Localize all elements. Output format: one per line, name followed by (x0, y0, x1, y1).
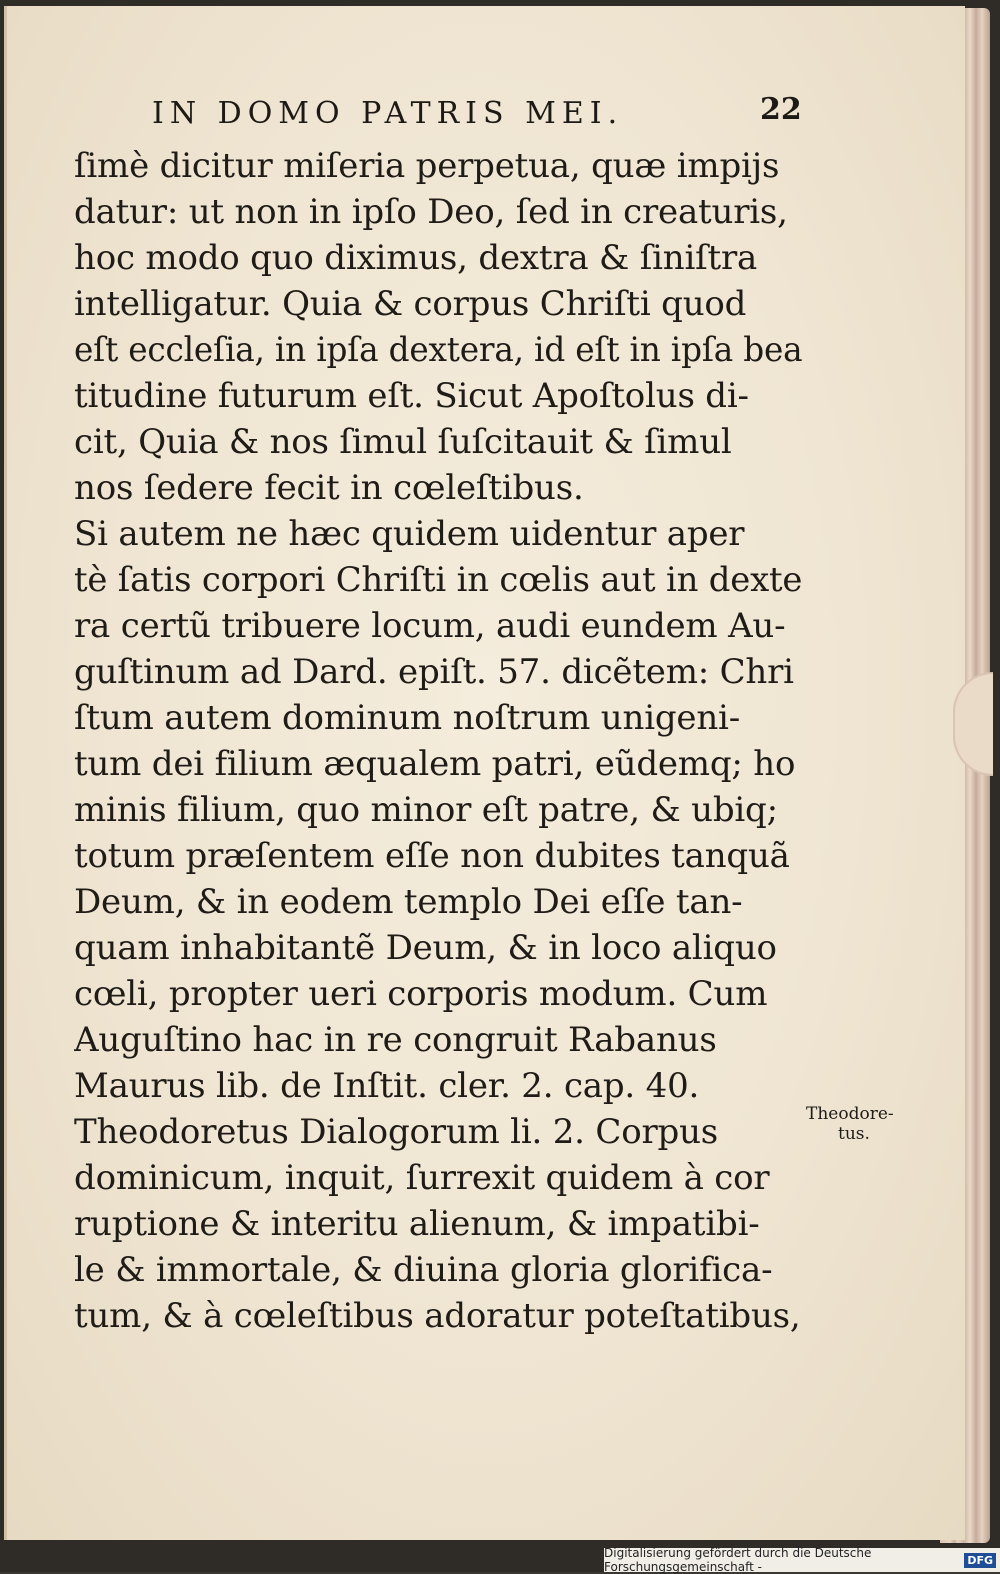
text-line: quam inhabitantẽ Deum, & in loco aliquo (74, 928, 777, 968)
dfg-logo-icon: DFG (964, 1553, 996, 1568)
text-line: tum, & à cœleſtibus adoratur poteſtatibus, (74, 1296, 801, 1336)
margin-note-line-1: Theodore- (806, 1104, 894, 1124)
text-line: minis filium, quo minor eſt patre, & ubiq; (74, 790, 778, 830)
page-number: 22 (760, 92, 802, 127)
text-line: datur: ut non in ipſo Deo, ſed in creaturis, (74, 192, 788, 232)
text-line: Auguſtino hac in re congruit Rabanus (74, 1020, 717, 1060)
text-line: hoc modo quo diximus, dextra & ſiniſtra (74, 238, 758, 278)
text-line: nos ſedere fecit in cœleſtibus. (74, 468, 584, 508)
text-line: intelligatur. Quia & corpus Chriſti quod (74, 284, 747, 324)
text-line: le & immortale, & diuina gloria glorifica- (74, 1250, 773, 1290)
text-line: Theodoretus Dialogorum li. 2. Corpus (74, 1112, 719, 1152)
text-line: ſtum autem dominum noſtrum unigeni- (74, 698, 741, 738)
margin-note-line-2: tus. (838, 1124, 870, 1144)
margin-note (806, 1104, 936, 1144)
footer-credit: Digitalisierung gefördert durch die Deutsche Forschungsgemeinschaft - (604, 1546, 872, 1574)
text-line: ra certũ tribuere locum, audi eundem Au- (74, 606, 786, 646)
text-line: totum præſentem eſſe non dubites tanquã (74, 836, 790, 876)
text-line: cit, Quia & nos ſimul ſuſcitauit & ſimul (74, 422, 732, 462)
running-head: IN DOMO PATRIS MEI. (152, 96, 624, 131)
digitization-footer (604, 1548, 1000, 1572)
text-line: guſtinum ad Dard. epiſt. 57. dicẽtem: Chri (74, 652, 794, 692)
text-line: Maurus lib. de Inſtit. cler. 2. cap. 40. (74, 1066, 700, 1106)
text-line: Si autem ne hæc quidem uidentur aper (74, 514, 745, 554)
text-line: ruptione & interitu alienum, & impatibi- (74, 1204, 760, 1244)
left-edge-fragments (0, 900, 12, 1400)
text-line: tè ſatis corpori Chriſti in cœlis aut in dexte (74, 560, 803, 600)
text-line: Deum, & in eodem templo Dei eſſe tan- (74, 882, 743, 922)
text-line: tum dei filium æqualem patri, eũdemq; ho (74, 744, 796, 784)
text-line: ſimè dicitur miſeria perpetua, quæ impijs (74, 146, 780, 186)
text-line: dominicum, inquit, ſurrexit quidem à cor (74, 1158, 770, 1198)
body-text (74, 143, 802, 1339)
text-line: cœli, propter ueri corporis modum. Cum (74, 974, 768, 1014)
text-line: eſt eccleſia, in ipſa dextera, id eſt in ipſa bea (74, 330, 803, 370)
text-line: titudine futurum eſt. Sicut Apoſtolus di- (74, 376, 749, 416)
